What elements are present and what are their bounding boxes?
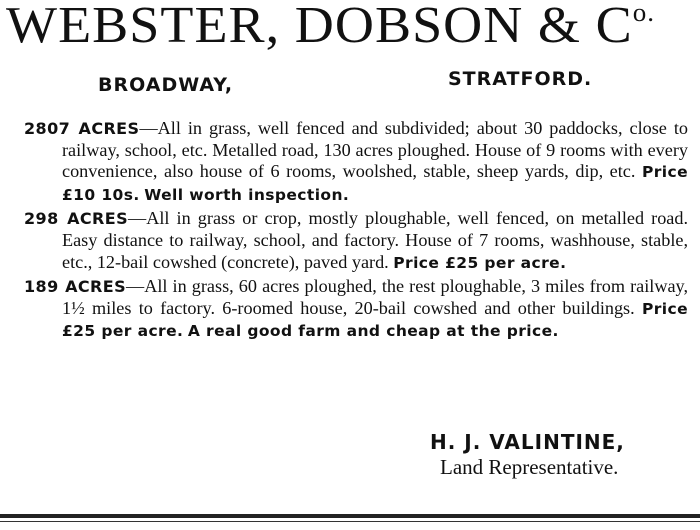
listing-price: Price £10 10s. [62,163,688,204]
listing-price: Price £25 per acre. [393,253,567,272]
bottom-rule-thick [0,514,700,518]
listing-189-acres [24,276,688,343]
signature-title: Land Representative. [440,455,619,479]
masthead [4,0,698,62]
listing-2807-acres [24,118,688,206]
firm-name [6,0,655,55]
listing-298-acres [24,208,688,274]
firm-name-text: WEBSTER, DOBSON & C [6,0,633,54]
listings [24,118,688,345]
listing-description: —All in grass, well fenced and subdivided; about 30 paddocks, close to railway, school, etc. Metalled road, 130 acres ploughed. House of 9 rooms with every convenience, also house of 6 rooms, woolshed, stable, sheep yards, dip, etc. [62,118,688,182]
listing-acres: 189 ACRES [24,277,127,297]
signature-name: H. J. VALINTINE, [430,430,625,454]
listing-description: —All in grass, 60 acres ploughed, the rest ploughable, 3 miles from railway, 1½ miles to factory. 6-roomed house, 20-bail cowshed and other buildings. [62,276,688,318]
signature-block [418,430,678,480]
locations [0,68,700,102]
listing-note: Well worth inspection. [144,185,350,204]
listing-acres: 2807 ACRES [24,119,140,138]
bottom-rule-thin [0,521,700,522]
location-broadway: BROADWAY, [98,74,234,96]
listing-note: A real good farm and cheap at the price. [187,322,559,341]
location-stratford: STRATFORD. [448,68,593,90]
listing-price: Price £25 per acre. [62,299,688,341]
listing-description: —All in grass or crop, mostly ploughable, well fenced, on metalled road. Easy distance to railway, school, and factory. House of 7 rooms, washhouse, stable, etc., 12-bail cowshed (concrete), paved yard. [62,208,688,272]
firm-name-suffix: o. [632,0,656,27]
listing-acres: 298 ACRES [24,209,129,229]
